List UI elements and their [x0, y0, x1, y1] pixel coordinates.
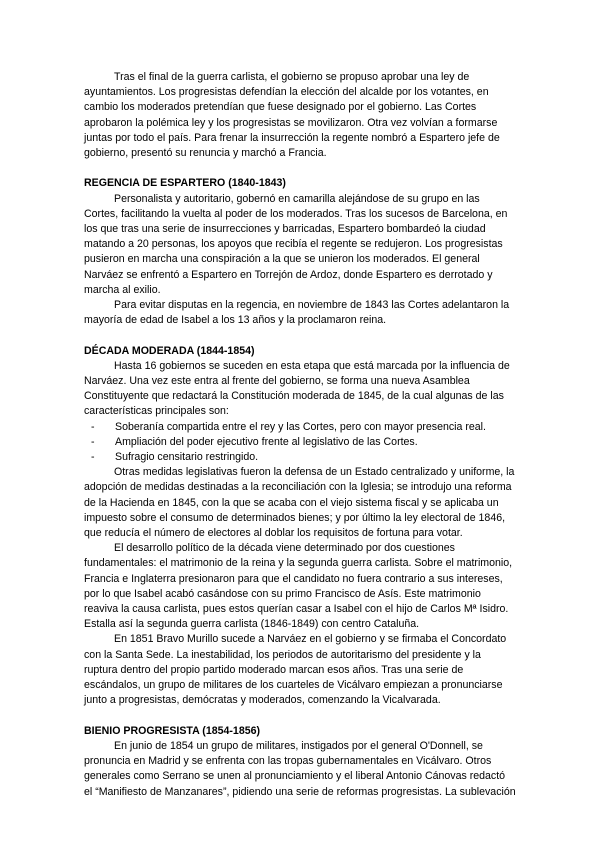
section-heading-bienio: BIENIO PROGRESISTA (1854-1856) [84, 724, 261, 737]
bullet-dash: - [91, 435, 95, 448]
bullet-dash: - [91, 420, 95, 433]
decada-paragraph-1: Hasta 16 gobiernos se suceden en esta etapa que está marcada por la influencia de Narváez. Una vez este entra al frente del gobierno, se forma una nueva Asamblea Constituyente que redactará la Constitución moderada de 1845, de la cual algunas de las características principales son: [84, 359, 510, 418]
spacer [84, 328, 516, 343]
regencia-paragraph-2: Para evitar disputas en la regencia, en noviembre de 1843 las Cortes adelantaron la mayoría de edad de Isabel a los 13 años y la proclamaron reina. [84, 299, 510, 327]
spacer [84, 709, 516, 724]
bienio-paragraph-1: En junio de 1854 un grupo de militares, instigados por el general O'Donnell, se pronuncia en Madrid y se enfrenta con las tropas gubernamentales en Vicálvaro. Otros generales como Serrano se unen al pronunciamiento y el liberal Antonio Cánovas redactó el “Manifiesto de Manzanares”, pidiendo una serie de reformas progresistas. La sublevación [84, 739, 516, 798]
characteristics-list [84, 420, 516, 466]
section-heading-regencia: REGENCIA DE ESPARTERO (1840-1843) [84, 177, 286, 190]
list-item: - Sufragio censitario restringido. [84, 450, 516, 465]
decada-paragraph-3: El desarrollo político de la década viene determinado por dos cuestiones fundamentales: el matrimonio de la reina y la segunda guerra carlista. Sobre el matrimonio, Francia e Inglaterra presionaron para que el candidato no fuera contrario a sus intereses, por lo que Isabel acabó casándose con su primo Francisco de Asís. Este matrimonio reaviva la causa carlista, pues estos querían casar a Isabel con el hijo de Carlos Mª Isidro. Estalla así la segunda guerra carlista (1846-1849) con centro Cataluña. [84, 542, 513, 631]
list-item: - Ampliación del poder ejecutivo frente al legislativo de las Cortes. [84, 435, 516, 450]
list-item: - Soberanía compartida entre el rey y las Cortes, pero con mayor presencia real. [84, 420, 516, 435]
decada-paragraph-4: En 1851 Bravo Murillo sucede a Narváez en el gobierno y se firmaba el Concordato con la Santa Sede. La inestabilidad, los periodos de autoritarismo del presidente y la ruptura dentro del propio partido moderado marcan esos años. Tras una serie de escándalos, un grupo de militares de los cuarteles de Vicálvaro empiezan a pronunciarse junto a progresistas, demócratas y moderados, comenzando la Vicalvarada. [84, 633, 507, 707]
bullet-dash: - [91, 451, 95, 464]
section-heading-decada: DÉCADA MODERADA (1844-1854) [84, 344, 255, 357]
intro-paragraph: Tras el final de la guerra carlista, el gobierno se propuso aprobar una ley de ayuntamientos. Los progresistas defendían la elección del alcalde por los votantes, en cambio los moderados pretendían que fuese designado por el gobierno. Las Cortes aprobaron la polémica ley y los progresistas se movilizaron. Otra vez volvían a formarse juntas por todo el país. Para frenar la insurrección la regente nombró a Espartero jefe de gobierno, presentó su renuncia y marchó a Francia. [84, 71, 500, 160]
spacer [84, 161, 516, 176]
regencia-paragraph-1: Personalista y autoritario, gobernó en camarilla alejándose de su grupo en las Cortes, facilitando la vuelta al poder de los moderados. Tras los sucesos de Barcelona, en los que tras una serie de insurrecciones y barricadas, Espartero bombardeó la ciudad matando a 20 personas, los apoyos que recibía el regente se redujeron. Los progresistas pusieron en marcha una conspiración a la que se unieron los moderados. El general Narváez se enfrentó a Espartero en Torrejón de Ardoz, donde Espartero es derrotado y marcha al exilio. [84, 192, 508, 296]
decada-paragraph-2: Otras medidas legislativas fueron la defensa de un Estado centralizado y uniforme, la adopción de medidas destinadas a la reconciliación con la Iglesia; se introdujo una reforma de la Hacienda en 1845, con la que se acaba con el viejo sistema fiscal y se aplicaba un impuesto sobre el consumo de determinados bienes; y por último la ley electoral de 1846, que reducía el número de electores al doblar los requisitos de fortuna para votar. [84, 466, 515, 540]
